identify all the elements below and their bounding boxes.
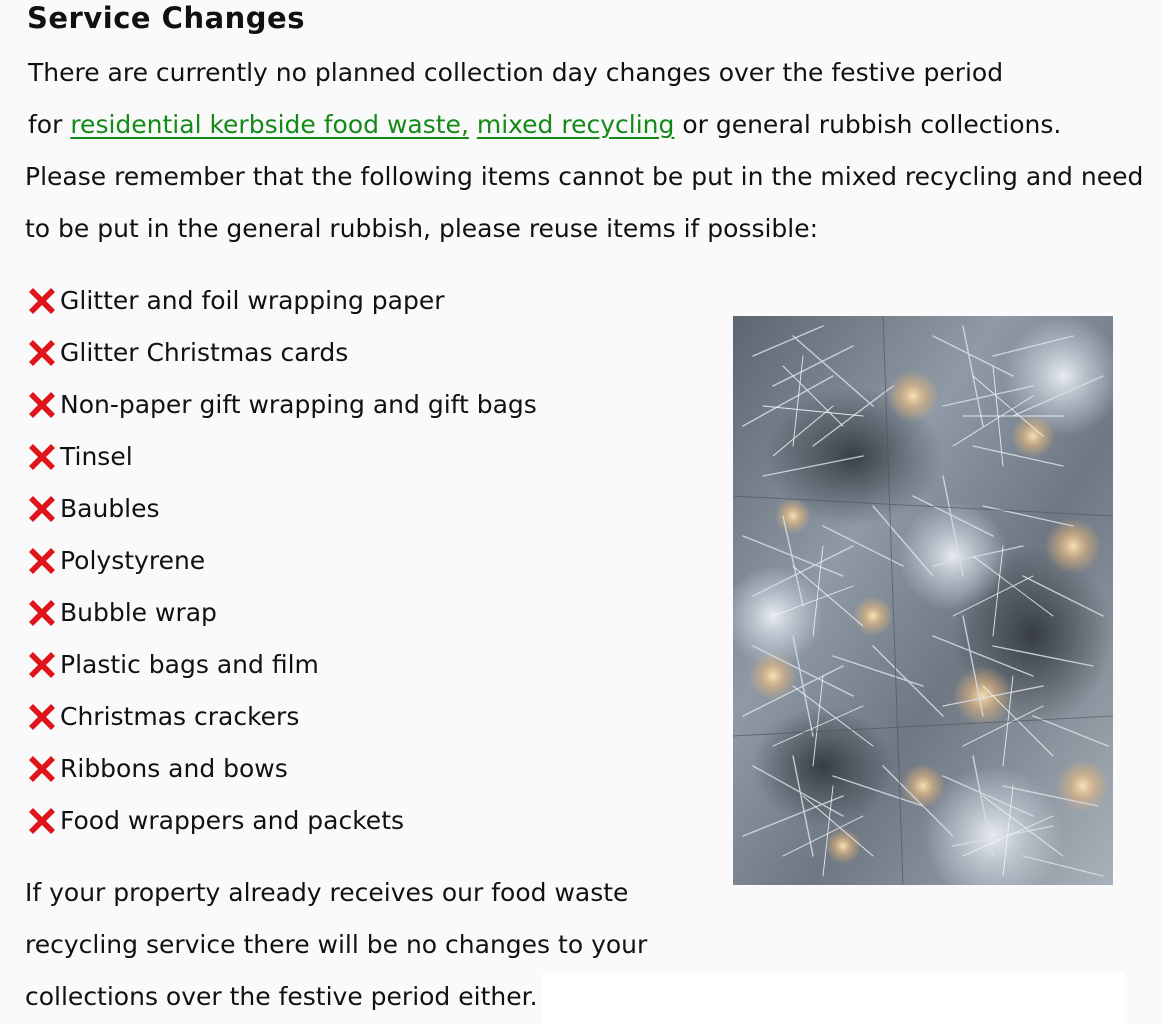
- list-item: [25, 535, 537, 587]
- cross-mark-icon: [25, 284, 59, 318]
- list-item-label: Bubble wrap: [60, 598, 217, 627]
- list-item-label: Baubles: [60, 494, 160, 523]
- excluded-items-list: [25, 275, 537, 847]
- list-item-label: Ribbons and bows: [60, 754, 288, 783]
- list-item: [25, 795, 537, 847]
- footer-line-1: If your property already receives our food waste: [25, 878, 629, 907]
- intro-line-2-suffix: or general rubbish collections.: [674, 110, 1062, 139]
- list-item: [25, 483, 537, 535]
- footer-line-2: recycling service there will be no changes to your: [25, 930, 648, 959]
- list-item-label: Tinsel: [60, 442, 133, 471]
- list-item: [25, 379, 537, 431]
- reminder-paragraph: [25, 151, 1143, 255]
- white-overlay-box: [542, 973, 1124, 1024]
- list-item-label: Glitter Christmas cards: [60, 338, 349, 367]
- list-item-label: Glitter and foil wrapping paper: [60, 286, 445, 315]
- cross-mark-icon: [25, 440, 59, 474]
- cross-mark-icon: [25, 336, 59, 370]
- list-item-label: Non-paper gift wrapping and gift bags: [60, 390, 537, 419]
- list-item: [25, 691, 537, 743]
- cross-mark-icon: [25, 700, 59, 734]
- intro-paragraph: [28, 47, 1061, 151]
- tinsel-photo: [733, 316, 1113, 885]
- cross-mark-icon: [25, 648, 59, 682]
- list-item: [25, 327, 537, 379]
- link-comma: ,: [460, 110, 469, 139]
- list-item-label: Food wrappers and packets: [60, 806, 405, 835]
- cross-mark-icon: [25, 804, 59, 838]
- list-item: [25, 431, 537, 483]
- section-heading: Service Changes: [27, 1, 305, 35]
- list-item: [25, 587, 537, 639]
- list-item: [25, 275, 537, 327]
- cross-mark-icon: [25, 596, 59, 630]
- list-item: [25, 639, 537, 691]
- intro-line-2-prefix: for: [28, 110, 71, 139]
- list-item-label: Polystyrene: [60, 546, 206, 575]
- footer-line-3: collections over the festive period either.: [25, 982, 538, 1011]
- link-space: [469, 110, 477, 139]
- list-item-label: Christmas crackers: [60, 702, 300, 731]
- reminder-line-2: to be put in the general rubbish, please reuse items if possible:: [25, 214, 819, 243]
- cross-mark-icon: [25, 388, 59, 422]
- mixed-recycling-link[interactable]: mixed recycling: [476, 110, 675, 139]
- cross-mark-icon: [25, 752, 59, 786]
- cross-mark-icon: [25, 544, 59, 578]
- reminder-line-1: Please remember that the following items cannot be put in the mixed recycling and need: [25, 162, 1144, 191]
- food-waste-link[interactable]: residential kerbside food waste: [70, 110, 461, 139]
- intro-line-1: There are currently no planned collection day changes over the festive period: [28, 58, 1004, 87]
- list-item-label: Plastic bags and film: [60, 650, 319, 679]
- list-item: [25, 743, 537, 795]
- cross-mark-icon: [25, 492, 59, 526]
